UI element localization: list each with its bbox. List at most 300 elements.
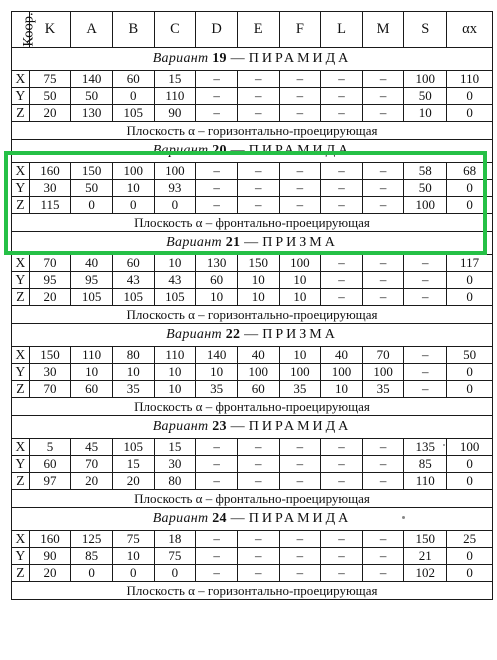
variant-number: 19 bbox=[212, 51, 227, 66]
coord-label: X bbox=[12, 347, 30, 364]
table-cell: – bbox=[196, 180, 238, 197]
coord-label: X bbox=[12, 255, 30, 272]
variant-shape: ПИРАМИДА bbox=[248, 419, 352, 434]
table-cell: 10 bbox=[196, 289, 238, 306]
table-cell: – bbox=[237, 88, 279, 105]
variant-heading-row bbox=[12, 48, 493, 71]
table-cell: – bbox=[362, 88, 404, 105]
table-cell: 105 bbox=[71, 289, 113, 306]
coord-label: Y bbox=[12, 180, 30, 197]
table-cell: 60 bbox=[237, 381, 279, 398]
table-cell: – bbox=[279, 105, 321, 122]
table-cell: – bbox=[279, 163, 321, 180]
table-cell: 0 bbox=[447, 456, 493, 473]
table-cell: 18 bbox=[154, 531, 196, 548]
table-cell: – bbox=[321, 565, 363, 582]
table-cell: 140 bbox=[196, 347, 238, 364]
table-cell: 10 bbox=[279, 289, 321, 306]
table-cell: – bbox=[196, 548, 238, 565]
table-cell: 50 bbox=[71, 180, 113, 197]
table-cell: 60 bbox=[71, 381, 113, 398]
table-cell: – bbox=[321, 255, 363, 272]
table-cell: 140 bbox=[71, 71, 113, 88]
table-cell: 20 bbox=[29, 105, 71, 122]
table-cell: 95 bbox=[71, 272, 113, 289]
variant-number: 24 bbox=[212, 511, 227, 526]
table-cell: – bbox=[196, 565, 238, 582]
variant-heading-row bbox=[12, 416, 493, 439]
table-cell: 105 bbox=[112, 439, 154, 456]
table-cell: 150 bbox=[71, 163, 113, 180]
table-cell: 85 bbox=[404, 456, 447, 473]
table-cell: – bbox=[321, 548, 363, 565]
table-cell: 60 bbox=[29, 456, 71, 473]
table-cell: 100 bbox=[447, 439, 493, 456]
table-cell: – bbox=[237, 71, 279, 88]
table-cell: 0 bbox=[71, 197, 113, 214]
table-cell: – bbox=[321, 105, 363, 122]
table-cell: – bbox=[362, 439, 404, 456]
table-cell: – bbox=[362, 456, 404, 473]
table-cell: – bbox=[404, 381, 447, 398]
coord-label: Y bbox=[12, 364, 30, 381]
table-cell: – bbox=[237, 180, 279, 197]
variant-word: Вариант bbox=[152, 511, 209, 526]
table-cell: 60 bbox=[112, 255, 154, 272]
table-cell: 125 bbox=[71, 531, 113, 548]
table-cell: 80 bbox=[112, 347, 154, 364]
table-cell: – bbox=[196, 531, 238, 548]
table-cell: 90 bbox=[154, 105, 196, 122]
coord-label: X bbox=[12, 163, 30, 180]
table-row bbox=[12, 255, 493, 272]
table-cell: – bbox=[279, 531, 321, 548]
table-cell: 150 bbox=[237, 255, 279, 272]
table-cell: – bbox=[362, 255, 404, 272]
table-cell: 75 bbox=[29, 71, 71, 88]
table-cell: 110 bbox=[447, 71, 493, 88]
table-cell: 10 bbox=[237, 272, 279, 289]
table-cell: – bbox=[196, 439, 238, 456]
table-cell: – bbox=[237, 105, 279, 122]
table-cell: 40 bbox=[237, 347, 279, 364]
table-cell: – bbox=[362, 289, 404, 306]
header-a: A bbox=[71, 12, 113, 48]
table-cell: 20 bbox=[29, 565, 71, 582]
table-cell: 0 bbox=[447, 473, 493, 490]
variant-shape: ПРИЗМА bbox=[262, 235, 338, 250]
variant-shape: ПРИЗМА bbox=[262, 327, 338, 342]
coord-label: Y bbox=[12, 272, 30, 289]
table-cell: 110 bbox=[404, 473, 447, 490]
table-row bbox=[12, 381, 493, 398]
table-cell: 0 bbox=[154, 565, 196, 582]
table-cell: – bbox=[237, 439, 279, 456]
table-cell: – bbox=[321, 439, 363, 456]
variant-heading-row bbox=[12, 508, 493, 531]
table-cell: 60 bbox=[196, 272, 238, 289]
table-cell: 93 bbox=[154, 180, 196, 197]
table-cell: – bbox=[362, 531, 404, 548]
table-cell: 105 bbox=[112, 289, 154, 306]
table-cell: 105 bbox=[154, 289, 196, 306]
table-cell: 50 bbox=[71, 88, 113, 105]
variant-dash: — bbox=[226, 51, 249, 66]
table-cell: 117 bbox=[447, 255, 493, 272]
table-cell: 100 bbox=[279, 364, 321, 381]
table-cell: – bbox=[279, 439, 321, 456]
table-cell: 60 bbox=[112, 71, 154, 88]
table-cell: – bbox=[362, 163, 404, 180]
table-cell: – bbox=[404, 289, 447, 306]
table-cell: 43 bbox=[154, 272, 196, 289]
variant-shape: ПИРАМИДА bbox=[248, 511, 352, 526]
table-cell: – bbox=[237, 456, 279, 473]
table-cell: – bbox=[404, 364, 447, 381]
table-cell: – bbox=[321, 531, 363, 548]
table-cell: 100 bbox=[404, 197, 447, 214]
table-cell: 105 bbox=[112, 105, 154, 122]
table-row bbox=[12, 548, 493, 565]
table-cell: – bbox=[362, 565, 404, 582]
table-cell: 10 bbox=[154, 255, 196, 272]
table-cell: 150 bbox=[404, 531, 447, 548]
table-cell: 100 bbox=[362, 364, 404, 381]
table-cell: – bbox=[321, 71, 363, 88]
table-cell: 100 bbox=[112, 163, 154, 180]
table-cell: 50 bbox=[404, 88, 447, 105]
variant-heading bbox=[12, 232, 493, 255]
table-cell: 50 bbox=[404, 180, 447, 197]
table-row bbox=[12, 347, 493, 364]
table-cell: – bbox=[279, 71, 321, 88]
table-cell: 10 bbox=[154, 381, 196, 398]
variant-dash: — bbox=[240, 235, 263, 250]
header-row bbox=[12, 12, 493, 48]
header-s: S bbox=[404, 12, 447, 48]
table-cell: 15 bbox=[154, 439, 196, 456]
plane-description: Плоскость α – горизонтально-проецирующая bbox=[12, 582, 493, 600]
table-cell: 100 bbox=[154, 163, 196, 180]
table-cell: 20 bbox=[29, 289, 71, 306]
coord-label: Z bbox=[12, 473, 30, 490]
table-cell: 21 bbox=[404, 548, 447, 565]
table-cell: 0 bbox=[71, 565, 113, 582]
table-cell: 58 bbox=[404, 163, 447, 180]
table-cell: 0 bbox=[447, 548, 493, 565]
table-cell: – bbox=[237, 163, 279, 180]
table-cell: – bbox=[279, 456, 321, 473]
table-cell: 10 bbox=[71, 364, 113, 381]
table-cell: 20 bbox=[71, 473, 113, 490]
table-cell: – bbox=[196, 197, 238, 214]
variant-number: 23 bbox=[212, 419, 227, 434]
table-cell: – bbox=[196, 71, 238, 88]
table-cell: 0 bbox=[112, 197, 154, 214]
variant-word: Вариант bbox=[152, 143, 209, 158]
coord-label: Z bbox=[12, 565, 30, 582]
coord-label: Y bbox=[12, 548, 30, 565]
table-cell: 10 bbox=[279, 272, 321, 289]
variant-dash: — bbox=[240, 327, 263, 342]
table-cell: 110 bbox=[154, 88, 196, 105]
table-cell: – bbox=[321, 272, 363, 289]
header-f: F bbox=[279, 12, 321, 48]
table-cell: 35 bbox=[112, 381, 154, 398]
table-cell: 150 bbox=[29, 347, 71, 364]
table-row bbox=[12, 289, 493, 306]
table-cell: 100 bbox=[404, 71, 447, 88]
table-cell: 30 bbox=[29, 364, 71, 381]
plane-row bbox=[12, 122, 493, 140]
table-cell: – bbox=[279, 180, 321, 197]
table-cell: 0 bbox=[447, 88, 493, 105]
header-d: D bbox=[196, 12, 238, 48]
table-cell: 10 bbox=[154, 364, 196, 381]
variant-number: 22 bbox=[225, 327, 241, 342]
coord-label: X bbox=[12, 71, 30, 88]
table-cell: 85 bbox=[71, 548, 113, 565]
header-m: M bbox=[362, 12, 404, 48]
header-coord: Коор. bbox=[12, 12, 30, 48]
table-cell: 15 bbox=[112, 456, 154, 473]
table-cell: – bbox=[321, 473, 363, 490]
table-cell: – bbox=[362, 105, 404, 122]
table-cell: – bbox=[321, 289, 363, 306]
variant-heading bbox=[12, 48, 493, 71]
table-cell: 90 bbox=[29, 548, 71, 565]
variant-heading bbox=[12, 140, 493, 163]
header-alpha-x: αx bbox=[447, 12, 493, 48]
variant-shape: ПИРАМИДА bbox=[248, 143, 352, 158]
table-cell: – bbox=[321, 197, 363, 214]
table-cell: 100 bbox=[237, 364, 279, 381]
variant-heading bbox=[12, 508, 493, 531]
table-row bbox=[12, 71, 493, 88]
coord-label: X bbox=[12, 531, 30, 548]
table-cell: 0 bbox=[447, 180, 493, 197]
table-cell: 10 bbox=[321, 381, 363, 398]
table-cell: 68 bbox=[447, 163, 493, 180]
table-cell: 0 bbox=[447, 105, 493, 122]
table-cell: – bbox=[279, 565, 321, 582]
table-cell: 43 bbox=[112, 272, 154, 289]
variant-number: 21 bbox=[225, 235, 241, 250]
table-cell: – bbox=[196, 105, 238, 122]
table-row bbox=[12, 272, 493, 289]
coord-label: Z bbox=[12, 105, 30, 122]
table-cell: 15 bbox=[154, 71, 196, 88]
table-cell: 10 bbox=[404, 105, 447, 122]
table-cell: 50 bbox=[447, 347, 493, 364]
table-cell: 97 bbox=[29, 473, 71, 490]
coord-label: Y bbox=[12, 88, 30, 105]
table-cell: – bbox=[237, 473, 279, 490]
table-cell: – bbox=[362, 473, 404, 490]
variant-word: Вариант bbox=[152, 51, 209, 66]
table-cell: 35 bbox=[362, 381, 404, 398]
table-row bbox=[12, 88, 493, 105]
table-cell: 20 bbox=[112, 473, 154, 490]
plane-description: Плоскость α – фронтально-проецирующая bbox=[12, 214, 493, 232]
table-cell: – bbox=[237, 531, 279, 548]
table-cell: – bbox=[196, 473, 238, 490]
plane-description: Плоскость α – горизонтально-проецирующая bbox=[12, 306, 493, 324]
variant-heading bbox=[12, 416, 493, 439]
table-cell: – bbox=[237, 565, 279, 582]
table-cell: – bbox=[237, 548, 279, 565]
table-cell: 70 bbox=[362, 347, 404, 364]
coord-label: X bbox=[12, 439, 30, 456]
table-cell: 10 bbox=[112, 548, 154, 565]
variants-table bbox=[11, 11, 493, 600]
variant-heading-row bbox=[12, 324, 493, 347]
table-row bbox=[12, 473, 493, 490]
table-cell: 75 bbox=[112, 531, 154, 548]
table-cell: 40 bbox=[71, 255, 113, 272]
table-row bbox=[12, 439, 493, 456]
table-cell: – bbox=[362, 180, 404, 197]
table-cell: 110 bbox=[154, 347, 196, 364]
header-k: K bbox=[29, 12, 71, 48]
table-cell: 0 bbox=[447, 289, 493, 306]
table-cell: 160 bbox=[29, 163, 71, 180]
header-e: E bbox=[237, 12, 279, 48]
table-cell: 110 bbox=[71, 347, 113, 364]
plane-row bbox=[12, 214, 493, 232]
table-cell: 100 bbox=[279, 255, 321, 272]
table-cell: – bbox=[362, 272, 404, 289]
table-cell: 0 bbox=[447, 565, 493, 582]
variant-dash: — bbox=[226, 143, 249, 158]
table-cell: 25 bbox=[447, 531, 493, 548]
table-body bbox=[12, 48, 493, 600]
table-cell: – bbox=[196, 163, 238, 180]
table-cell: 10 bbox=[196, 364, 238, 381]
table-cell: – bbox=[404, 272, 447, 289]
table-cell: 130 bbox=[196, 255, 238, 272]
table-cell: 5 bbox=[29, 439, 71, 456]
table-cell: 95 bbox=[29, 272, 71, 289]
table-cell: 35 bbox=[279, 381, 321, 398]
plane-row bbox=[12, 582, 493, 600]
table-cell: 0 bbox=[112, 565, 154, 582]
table-cell: 50 bbox=[29, 88, 71, 105]
variant-heading-row bbox=[12, 140, 493, 163]
variant-word: Вариант bbox=[166, 327, 222, 342]
plane-description: Плоскость α – фронтально-проецирующая bbox=[12, 490, 493, 508]
table-cell: 135 bbox=[404, 439, 447, 456]
table-cell: 10 bbox=[112, 364, 154, 381]
print-speck bbox=[443, 444, 445, 446]
table-cell: – bbox=[279, 548, 321, 565]
variant-number: 20 bbox=[212, 143, 227, 158]
table-cell: 130 bbox=[71, 105, 113, 122]
variant-dash: — bbox=[226, 511, 249, 526]
variant-heading bbox=[12, 324, 493, 347]
header-b: B bbox=[112, 12, 154, 48]
variant-word: Вариант bbox=[166, 235, 222, 250]
coord-label: Z bbox=[12, 289, 30, 306]
table-row bbox=[12, 565, 493, 582]
table-cell: 30 bbox=[29, 180, 71, 197]
table-cell: 70 bbox=[29, 255, 71, 272]
table-row bbox=[12, 180, 493, 197]
table-cell: – bbox=[279, 197, 321, 214]
table-cell: 70 bbox=[71, 456, 113, 473]
table-cell: 100 bbox=[321, 364, 363, 381]
header-c: C bbox=[154, 12, 196, 48]
table-cell: 10 bbox=[237, 289, 279, 306]
table-row bbox=[12, 364, 493, 381]
table-cell: – bbox=[362, 71, 404, 88]
variant-shape: ПИРАМИДА bbox=[248, 51, 352, 66]
table-cell: 0 bbox=[447, 381, 493, 398]
table-cell: 102 bbox=[404, 565, 447, 582]
table-cell: 160 bbox=[29, 531, 71, 548]
table-row bbox=[12, 197, 493, 214]
table-cell: 0 bbox=[447, 272, 493, 289]
table-cell: 40 bbox=[321, 347, 363, 364]
table-cell: – bbox=[321, 163, 363, 180]
table-row bbox=[12, 105, 493, 122]
plane-description: Плоскость α – горизонтально-проецирующая bbox=[12, 122, 493, 140]
table-cell: 0 bbox=[154, 197, 196, 214]
variant-word: Вариант bbox=[152, 419, 209, 434]
table-header bbox=[12, 12, 493, 48]
table-cell: – bbox=[279, 473, 321, 490]
table-cell: 10 bbox=[112, 180, 154, 197]
table-cell: 45 bbox=[71, 439, 113, 456]
table-cell: – bbox=[321, 456, 363, 473]
table-cell: – bbox=[196, 456, 238, 473]
variant-dash: — bbox=[226, 419, 249, 434]
table-cell: 0 bbox=[447, 364, 493, 381]
table-row bbox=[12, 456, 493, 473]
table-cell: 0 bbox=[447, 197, 493, 214]
coord-label: Z bbox=[12, 381, 30, 398]
table-cell: 30 bbox=[154, 456, 196, 473]
table-cell: – bbox=[404, 347, 447, 364]
table-row bbox=[12, 163, 493, 180]
table-cell: 75 bbox=[154, 548, 196, 565]
table-cell: 115 bbox=[29, 197, 71, 214]
table-cell: 0 bbox=[112, 88, 154, 105]
table-row bbox=[12, 531, 493, 548]
table-cell: – bbox=[362, 548, 404, 565]
variant-heading-row bbox=[12, 232, 493, 255]
plane-row bbox=[12, 490, 493, 508]
table-cell: 10 bbox=[279, 347, 321, 364]
header-l: L bbox=[321, 12, 363, 48]
table-cell: 80 bbox=[154, 473, 196, 490]
table-cell: – bbox=[362, 197, 404, 214]
table-cell: 35 bbox=[196, 381, 238, 398]
coord-label: Y bbox=[12, 456, 30, 473]
table-cell: 70 bbox=[29, 381, 71, 398]
table-cell: – bbox=[237, 197, 279, 214]
plane-row bbox=[12, 306, 493, 324]
plane-description: Плоскость α – фронтально-проецирующая bbox=[12, 398, 493, 416]
table-cell: – bbox=[321, 180, 363, 197]
print-speck bbox=[402, 516, 405, 519]
table-cell: – bbox=[196, 88, 238, 105]
coord-label: Z bbox=[12, 197, 30, 214]
table-cell: – bbox=[321, 88, 363, 105]
table-cell: – bbox=[279, 88, 321, 105]
table-cell: – bbox=[404, 255, 447, 272]
plane-row bbox=[12, 398, 493, 416]
